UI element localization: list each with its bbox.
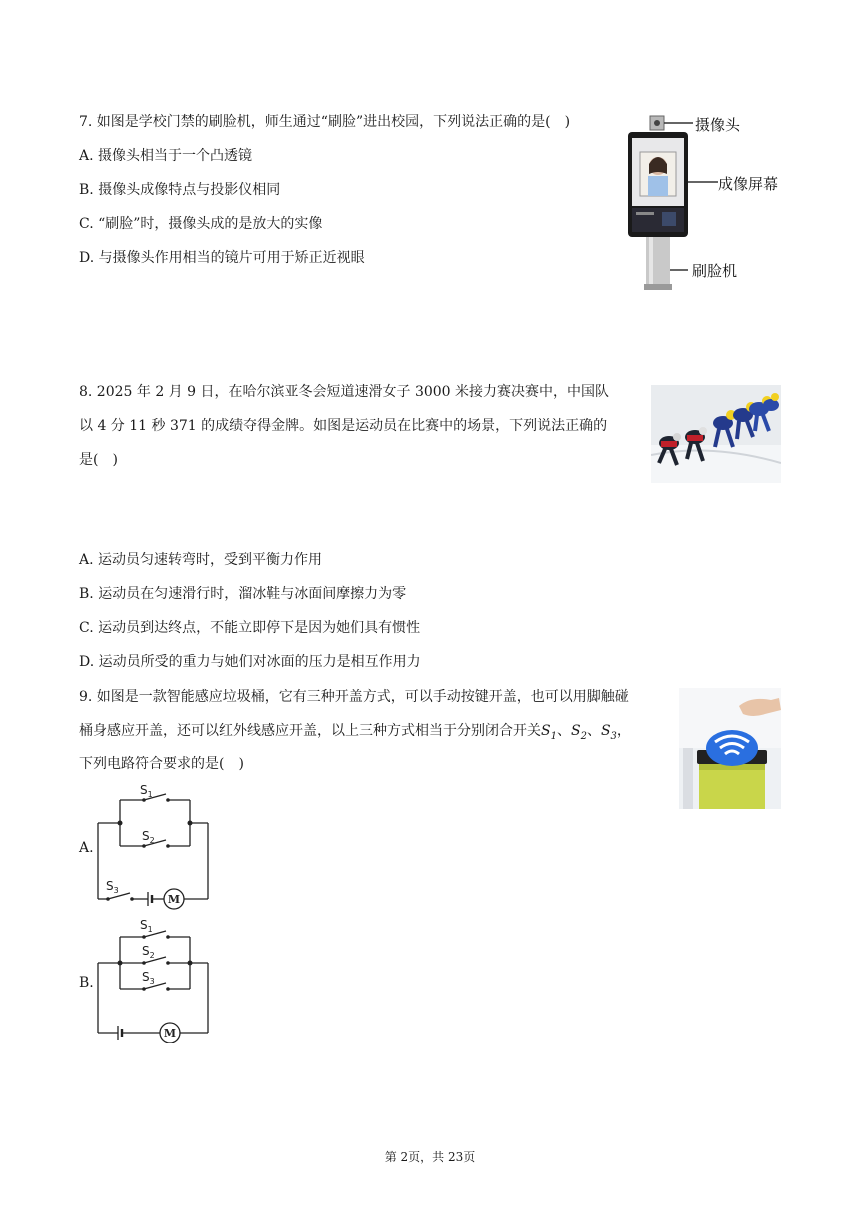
svg-text:M: M — [163, 1027, 177, 1040]
q7-option-d: D. 与摄像头作用相当的镜片可用于矫正近视眼 — [79, 250, 365, 266]
q8-stem-line3: 是( ) — [79, 452, 118, 468]
q9-stem-line2-text: 桶身感应开盖，还可以红外线感应开盖，以上三种方式相当于分别闭合开关 — [79, 723, 541, 739]
circuit-b-diagram — [94, 915, 214, 1043]
page-footer: 第 2页，共 23页 — [384, 1150, 476, 1164]
q8-option-c: C. 运动员到达终点，不能立即停下是因为她们具有惯性 — [79, 620, 421, 636]
svg-text:S1: $S_1$ — [140, 918, 153, 934]
separator: ， — [616, 723, 631, 739]
svg-text:S3: $S_3$ — [142, 970, 155, 986]
q9-stem-line1: 9. 如图是一款智能感应垃圾桶，它有三种开盖方式，可以手动按键开盖，也可以用脚触碰 — [79, 689, 629, 705]
smart-trash-can-photo — [679, 688, 781, 809]
q7-option-b: B. 摄像头成像特点与投影仪相同 — [79, 182, 281, 198]
q9-stem-line2 — [79, 721, 631, 747]
q8-option-a: A. 运动员匀速转弯时，受到平衡力作用 — [79, 552, 323, 568]
speed-skating-photo — [651, 385, 781, 483]
q8-stem-line1: 8. 2025 年 2 月 9 日，在哈尔滨亚冬会短道速滑女子 3000 米接力赛决赛中，中国队 — [79, 384, 610, 400]
q8-stem-line2: 以 4 分 11 秒 371 的成绩夺得金牌。如图是运动员在比赛中的场景，下列说法正确的 — [79, 418, 608, 434]
circuit-a-diagram — [94, 782, 214, 910]
switch-s1: $S_1$ — [541, 723, 557, 742]
switch-s2: $S_2$ — [570, 723, 587, 742]
q7-option-c: C. “刷脸”时，摄像头成的是放大的实像 — [79, 216, 323, 232]
q9-option-a-label: A. — [79, 840, 94, 856]
svg-text:M: M — [167, 893, 181, 906]
svg-text:S3: $S_3$ — [106, 879, 119, 895]
separator: 、 — [586, 723, 601, 739]
q7-stem: 7. 如图是学校门禁的刷脸机，师生通过“刷脸”进出校园，下列说法正确的是( ) — [79, 114, 571, 130]
svg-text:S1: $S_1$ — [140, 783, 153, 799]
camera-label: 摄像头 — [695, 116, 741, 134]
separator: 、 — [556, 723, 571, 739]
q7-option-a: A. 摄像头相当于一个凸透镜 — [79, 148, 253, 164]
q9-stem-line3: 下列电路符合要求的是( ) — [79, 756, 244, 772]
switch-s3: $S_3$ — [600, 723, 617, 742]
machine-label: 刷脸机 — [692, 262, 738, 280]
screen-label: 成像屏幕 — [718, 175, 779, 193]
q8-option-b: B. 运动员在匀速滑行时，溜冰鞋与冰面间摩擦力为零 — [79, 586, 407, 602]
svg-text:S2: $S_2$ — [142, 829, 155, 845]
svg-text:S2: $S_2$ — [142, 944, 155, 960]
q9-option-b-label: B. — [79, 975, 94, 991]
q8-option-d: D. 运动员所受的重力与她们对冰面的压力是相互作用力 — [79, 654, 421, 670]
